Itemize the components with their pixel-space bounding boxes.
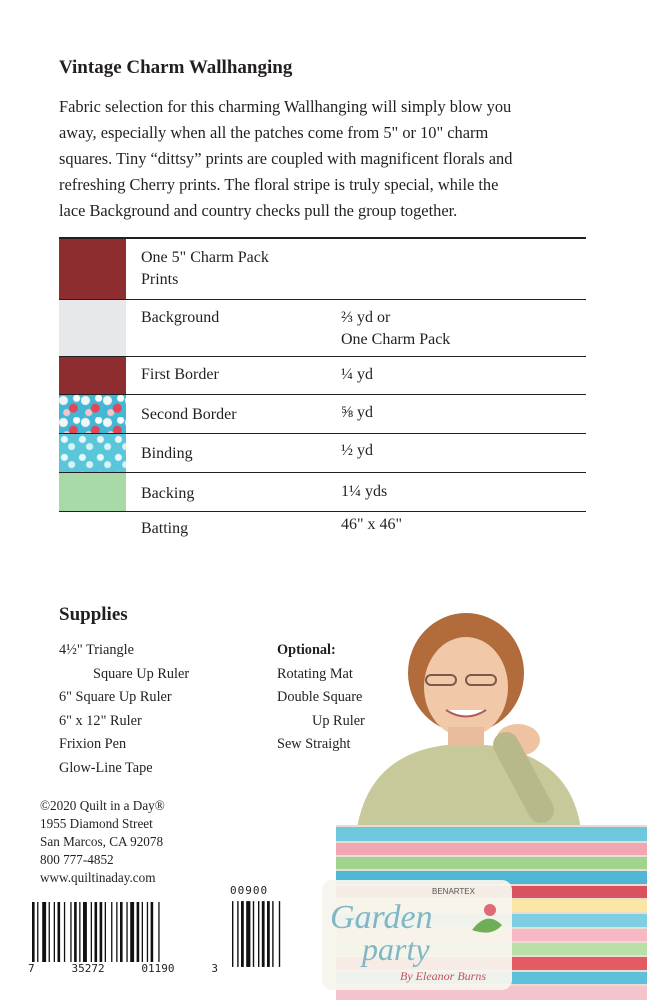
fabric-swatch [59,357,126,394]
intro-paragraph [59,94,599,224]
barcode-addon [230,884,300,972]
supply-item: 4½" Triangle [59,642,134,658]
logo-line1: Garden [330,899,433,936]
logo-byline: By Eleanor Burns [400,969,486,983]
fabric-name: Binding [141,445,193,462]
fabric-amount: 46" x 46" [341,516,403,533]
logo-line2: party [362,931,430,967]
fabric-requirements-table [59,237,586,546]
fabric-name: Batting [141,520,189,537]
fabric-amount: ⅝ yd [341,404,373,421]
barcode-digits: 7 35272 01190 3 [28,962,218,975]
fabric-row-first-border [59,357,586,395]
fabric-amount: 1¼ yds [341,483,388,500]
copyright-line: ©2020 Quilt in a Day® [40,798,165,813]
phone-number: 800 777-4852 [40,852,114,867]
fabric-swatch [59,239,126,299]
fabric-swatch [59,473,126,511]
fabric-name: One 5" Charm Pack Prints [141,249,269,288]
fabric-row-second-border [59,395,586,434]
supplies-heading: Supplies [59,604,128,625]
addon-digits: 00900 [230,884,269,897]
optional-item: Rotating Mat [277,665,353,682]
brand-label: BENARTEX [432,887,475,896]
website-url: www.quiltinaday.com [40,870,156,885]
intro-line: Fabric selection for this charming Wallhanging will simply blow you [59,97,512,116]
fabric-row-backing [59,473,586,512]
fabric-swatch [59,300,126,356]
fabric-name: Second Border [141,406,237,423]
page-title: Vintage Charm Wallhanging [59,57,293,78]
fabric-row-charm-pack [59,239,586,300]
fabric-name: Backing [141,485,195,502]
fabric-swatch [59,434,126,472]
fabric-name: First Border [141,366,219,383]
fabric-amount: ⅔ yd or One Charm Pack [341,309,451,348]
supply-item: Frixion Pen [59,736,127,752]
intro-line: away, especially when all the patches come from 5" or 10" charm [59,123,489,142]
fabric-amount: ½ yd [341,442,373,459]
optional-item: Sew Straight [277,736,351,752]
fabric-row-background [59,300,586,357]
supply-item: 6" Square Up Ruler [59,689,172,705]
intro-line: refreshing Cherry prints. The floral stripe is truly special, while the [59,175,499,194]
publisher-info [40,797,165,887]
upc-barcode [28,902,218,976]
address-city: San Marcos, CA 92078 [40,834,164,849]
address-street: 1955 Diamond Street [40,816,153,831]
supply-item: 6" x 12" Ruler [59,712,142,729]
supply-item: Glow-Line Tape [59,759,153,776]
supplies-list [59,639,189,780]
fabric-name: Background [141,309,220,326]
fabric-row-batting [59,512,586,546]
garden-party-logo [322,880,512,990]
barcode-bars [28,902,218,962]
intro-line: squares. Tiny “dittsy” prints are coupled with magnificent florals and [59,149,513,168]
optional-item: Double Square [277,689,363,705]
optional-heading: Optional: [277,642,336,658]
intro-line: lace Background and country checks pull the group together. [59,201,458,220]
optional-item: Up Ruler [312,712,365,729]
fabric-amount: ¼ yd [341,366,373,383]
supply-item: Square Up Ruler [93,665,190,682]
addon-bars [230,897,290,969]
fabric-row-binding [59,434,586,473]
fabric-swatch [59,395,126,433]
